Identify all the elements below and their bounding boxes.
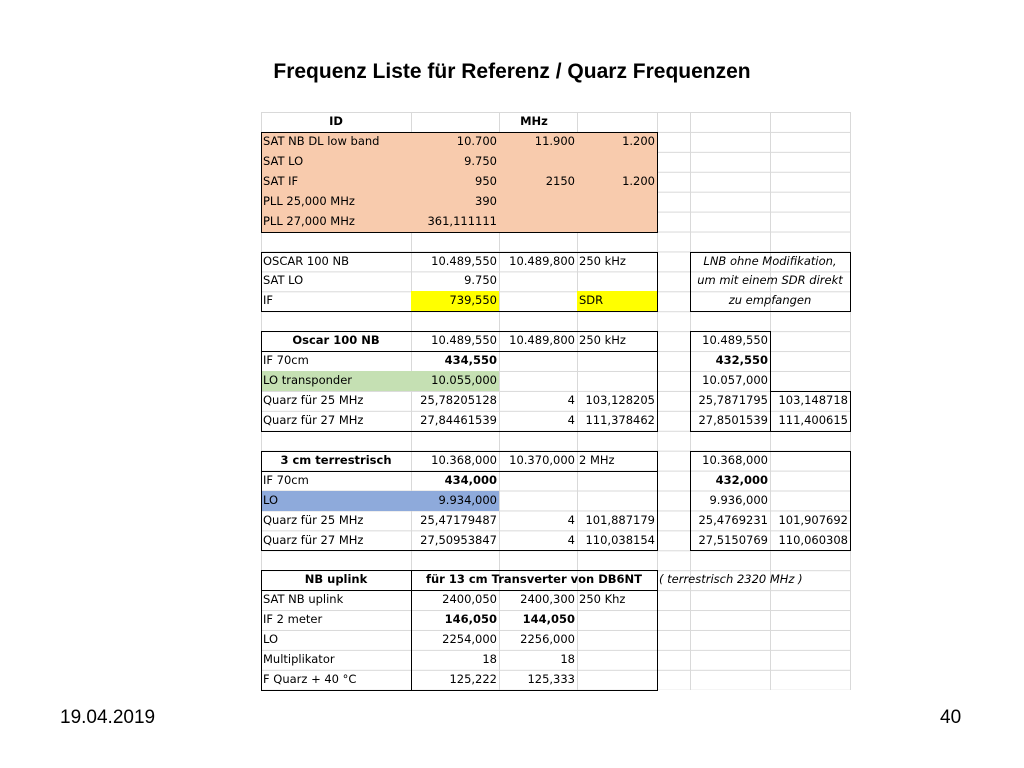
block5-border [261, 570, 658, 691]
value-cell: 111,378462 [585, 412, 655, 427]
value-cell: 250 kHz [579, 333, 626, 348]
row-label: LO transponder [263, 373, 352, 388]
value-cell: 4 [567, 412, 575, 427]
row-label: 3 cm terrestrisch [280, 452, 392, 467]
value-cell: 144,050 [522, 612, 575, 627]
row-label: OSCAR 100 NB [263, 253, 349, 268]
value-cell: 25,4769231 [698, 512, 768, 527]
header-id: ID [329, 114, 343, 128]
value-cell: 10.489,550 [702, 333, 768, 348]
value-cell: 10.489,800 [509, 253, 575, 268]
value-cell: SDR [579, 293, 604, 308]
note-text: um mit einem SDR direkt [697, 273, 843, 288]
row-label: IF 70cm [263, 472, 309, 487]
value-cell: 250 kHz [579, 253, 626, 268]
value-cell: 432,550 [715, 353, 768, 368]
value-cell: 9.934,000 [438, 492, 497, 507]
slide-title: Frequenz Liste für Referenz / Quarz Frequenzen [273, 60, 751, 83]
value-cell: 950 [475, 173, 497, 188]
row-label: IF [263, 293, 274, 308]
note-text: zu empfangen [728, 293, 812, 308]
value-cell: 10.700 [456, 133, 497, 148]
row-label: SAT NB DL low band [263, 133, 380, 148]
value-cell: 10.057,000 [702, 373, 768, 388]
block3-header-line [261, 351, 657, 352]
row-label: Quarz für 25 MHz [263, 393, 364, 408]
value-cell: 2254,000 [442, 632, 497, 647]
block3-extra-border [770, 391, 851, 432]
value-cell: 103,148718 [778, 393, 848, 408]
block1-border [261, 132, 658, 233]
value-cell: 101,887179 [585, 512, 655, 527]
value-cell: 9.750 [464, 153, 497, 168]
block4-border [261, 451, 658, 552]
value-cell: 27,84461539 [420, 412, 497, 427]
value-cell: 10.055,000 [431, 373, 497, 388]
value-cell: 2400,300 [520, 592, 575, 607]
row-label: SAT LO [263, 153, 304, 168]
block4-right-border [690, 451, 851, 552]
row-label: Quarz für 27 MHz [263, 532, 364, 547]
footer-date: 19.04.2019 [60, 707, 156, 728]
value-cell: 10.370,000 [509, 452, 575, 467]
value-cell: 10.489,550 [431, 253, 497, 268]
row-label: Oscar 100 NB [292, 333, 380, 348]
value-cell: 2150 [545, 173, 575, 188]
row-label: F Quarz + 40 °C [263, 672, 357, 687]
value-cell: 739,550 [449, 293, 497, 308]
value-cell: 125,222 [449, 672, 497, 687]
value-cell: 25,7871795 [698, 393, 768, 408]
value-cell: 2 MHz [579, 452, 615, 467]
value-cell: 18 [482, 652, 497, 667]
block2-border [261, 252, 658, 313]
value-cell: 18 [560, 652, 575, 667]
value-cell: 10.489,550 [431, 333, 497, 348]
value-cell: 250 Khz [579, 592, 626, 607]
value-cell: 361,111111 [427, 213, 497, 228]
value-cell: 27,8501539 [698, 412, 768, 427]
value-cell: 146,050 [444, 612, 497, 627]
row-label: LO [263, 492, 279, 507]
header-mhz: MHz [520, 114, 548, 128]
value-cell: 25,47179487 [420, 512, 497, 527]
value-cell: 9.936,000 [709, 492, 768, 507]
note-text: LNB ohne Modifikation, [703, 253, 837, 268]
value-cell: 110,038154 [585, 532, 655, 547]
value-cell: 11.900 [534, 133, 575, 148]
row-label: SAT IF [263, 173, 299, 188]
value-cell: 2400,050 [442, 592, 497, 607]
value-cell [770, 331, 850, 351]
value-cell: 110,060308 [778, 532, 848, 547]
page-number: 40 [940, 707, 962, 728]
row-label: Quarz für 25 MHz [263, 512, 364, 527]
block5-note: ( terrestrisch 2320 MHz ) [659, 572, 803, 587]
value-cell: 390 [475, 193, 497, 208]
note-border [690, 252, 851, 313]
value-cell: 4 [567, 393, 575, 408]
row-label: SAT NB uplink [263, 592, 344, 607]
block5-title: NB uplink [304, 572, 368, 587]
value-cell: 432,000 [715, 472, 768, 487]
row-label: LO [263, 632, 279, 647]
value-cell: 9.750 [464, 273, 497, 288]
row-label: PLL 27,000 MHz [263, 213, 355, 228]
block5-subtitle: für 13 cm Transverter von DB6NT [425, 572, 643, 587]
value-cell [770, 351, 850, 371]
block3-border [261, 331, 658, 432]
row-label: PLL 25,000 MHz [263, 193, 355, 208]
spreadsheet [261, 112, 851, 690]
value-cell: 434,000 [444, 472, 497, 487]
value-cell: 27,50953847 [420, 532, 497, 547]
block5-col-divider [411, 570, 412, 690]
value-cell: 1.200 [622, 133, 655, 148]
value-cell: 1.200 [622, 173, 655, 188]
block3-right-border [690, 331, 771, 432]
value-cell: 10.368,000 [702, 452, 768, 467]
value-cell: 4 [567, 512, 575, 527]
row-label: IF 70cm [263, 353, 309, 368]
value-cell: 10.489,800 [509, 333, 575, 348]
value-cell: 2256,000 [520, 632, 575, 647]
value-cell: 103,128205 [585, 393, 655, 408]
row-label: IF 2 meter [263, 612, 323, 627]
row-label: Multiplikator [263, 652, 335, 667]
block5-header-line [261, 590, 657, 591]
value-cell: 434,550 [444, 353, 497, 368]
value-cell: 125,333 [527, 672, 575, 687]
value-cell: 10.368,000 [431, 452, 497, 467]
value-cell: 27,5150769 [698, 532, 768, 547]
row-label: SAT LO [263, 273, 304, 288]
value-cell: 4 [567, 532, 575, 547]
value-cell: 101,907692 [778, 512, 848, 527]
value-cell: 111,400615 [778, 412, 848, 427]
row-label: Quarz für 27 MHz [263, 412, 364, 427]
block4-header-line [261, 471, 657, 472]
value-cell: 25,78205128 [420, 393, 497, 408]
value-cell [770, 371, 850, 391]
